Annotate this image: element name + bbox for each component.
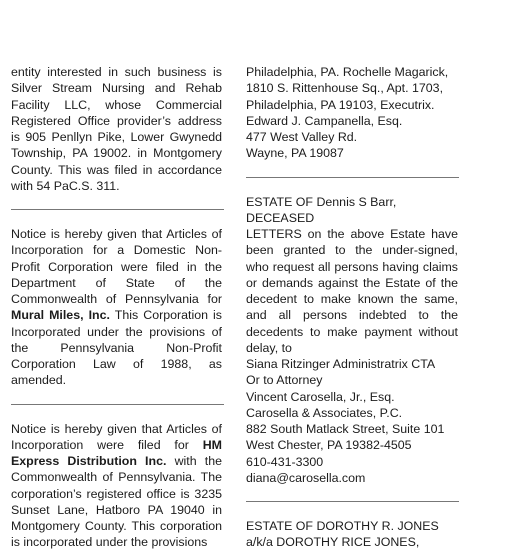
notice-mural-miles-text-after: This Corporation is Incorporated under the provisions of the Pennsylvania Non-Profit Corporation Law of 1988, as amended.: [11, 308, 223, 388]
estate-barr-contact: Carosella & Associates, P.C.: [246, 405, 403, 420]
estate-magarick-line: Edward J. Campanella, Esq.: [246, 113, 403, 128]
divider: [246, 177, 459, 178]
estate-barr: [246, 194, 458, 487]
estate-jones-heading: ESTATE OF DOROTHY R. JONES: [246, 519, 439, 533]
notice-silver-stream-text: entity interested in such business is Silver Stream Nursing and Rehab Facility LLC, whose Commercial Registered Office provider’s address is 905 Penllyn Pike, Lower Gwynedd Township, PA 19002. in Montgomery County. This was filed in accordance with 54 PaC.S. 311.: [11, 65, 222, 193]
notice-mural-miles-text-before: Notice is hereby given that Articles of Incorporation for a Domestic Non-Profit Corporation were filed in the Department of State of the Commonwealth of Pennsylvania for: [11, 227, 222, 306]
notice-mural-miles-company: Mural Miles, Inc.: [11, 308, 110, 323]
notice-hm-express-text-before: Notice is hereby given that Articles of Incorporation were filed for: [11, 421, 222, 452]
estate-magarick-line: Philadelphia, PA. Rochelle Magarick,: [246, 65, 449, 79]
estate-jones: [246, 518, 458, 551]
estate-magarick-line: 477 West Valley Rd.: [246, 130, 358, 144]
divider: [11, 404, 224, 405]
notice-hm-express-text-after: with the Commonwealth of Pennsylvania. The corporation’s registered office is 3235 Sunset Lane, Hatboro PA 19040 in Montgomery County. This corporation is incorporated under the provisions: [11, 454, 222, 550]
estate-barr-heading: ESTATE OF Dennis S Barr,: [246, 194, 397, 209]
estate-barr-contact: 882 South Matlack Street, Suite 101: [246, 422, 445, 436]
left-column: [11, 64, 222, 551]
estate-jones-heading: a/k/a DOROTHY RICE JONES,: [246, 535, 420, 550]
estate-magarick: [246, 64, 458, 162]
estate-barr-heading: DECEASED: [246, 210, 315, 225]
divider: [246, 501, 459, 502]
estate-magarick-line: 1810 S. Rittenhouse Sq., Apt. 1703,: [246, 81, 444, 96]
divider: [11, 209, 224, 210]
notice-hm-express: [11, 421, 222, 551]
estate-magarick-line: Wayne, PA 19087: [246, 146, 344, 161]
estate-magarick-line: Philadelphia, PA 19103, Executrix.: [246, 97, 435, 112]
notice-hm-express-company: HM Express Distribution Inc.: [11, 437, 222, 468]
estate-barr-contact: 610-431-3300: [246, 454, 324, 469]
estate-barr-contact: Vincent Carosella, Jr., Esq.: [246, 389, 395, 404]
estate-barr-contact: West Chester, PA 19382-4505: [246, 438, 412, 453]
estate-barr-email: diana@carosella.com: [246, 470, 366, 485]
estate-barr-body: LETTERS on the above Estate have been granted to the under-signed, who request all persons having claims or demands against the Estate of the decedent to make known the same, and all persons indebted to the decedents to make payment without delay, to: [246, 227, 458, 355]
notice-mural-miles: [11, 226, 222, 389]
estate-barr-contact: Or to Attorney: [246, 373, 323, 388]
right-column: [246, 64, 458, 551]
notice-silver-stream: [11, 64, 222, 194]
estate-barr-contact: Siana Ritzinger Administratrix CTA: [246, 357, 436, 371]
